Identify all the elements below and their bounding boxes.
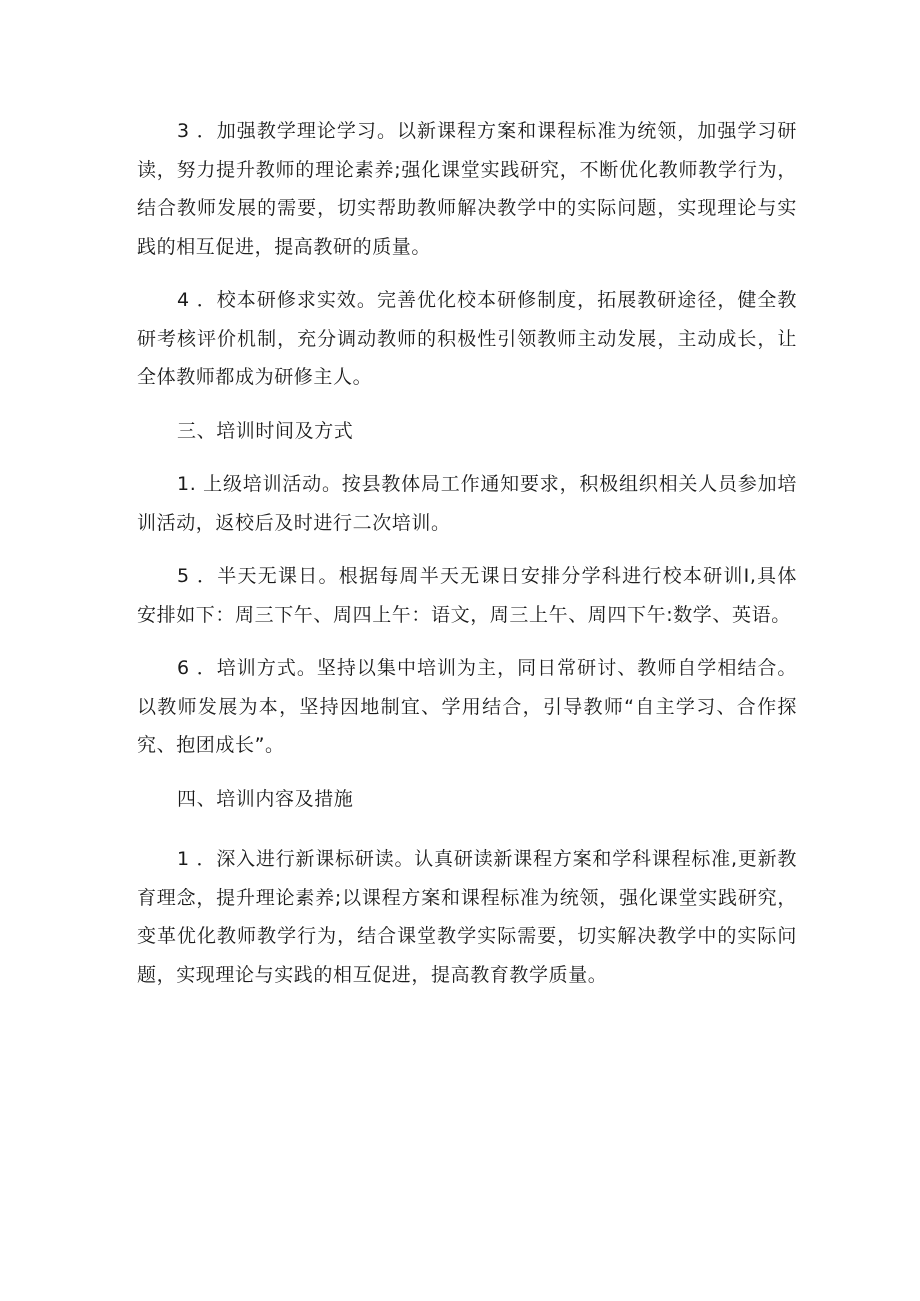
section-heading-training-content: 四、培训内容及措施: [177, 787, 354, 810]
paragraph-item-5-half-day: 5 ．半天无课日。根据每周半天无课日安排分学科进行校本研训I,具体安排如下：周三下午、周四上午：语文，周三上午、周四下午:数学、英语。: [137, 565, 797, 626]
document-body: [137, 112, 797, 1009]
paragraph-item-1-higher-training: 1. 上级培训活动。按县教体局工作通知要求，积极组织相关人员参加培训活动，返校后及时进行二次培训。: [137, 473, 797, 534]
paragraph-item-3-theory-study: 3 ．加强教学理论学习。以新课程方案和课程标准为统领，加强学习研读，努力提升教师的理论素养;强化课堂实践研究，不断优化教师教学行为，结合教师发展的需要，切实帮助教师解决教学中的实际问题，实现理论与实践的相互促进，提高教研的质量。: [137, 120, 797, 258]
paragraph-item-1-standards-study: 1 ．深入进行新课标研读。认真研读新课程方案和学科课程标准,更新教育理念，提升理论素养;以课程方案和课程标准为统领，强化课堂实践研究，变革优化教师教学行为，结合课堂教学实际需要，切实解决教学中的实际问题，实现理论与实践的相互促进，提高教育教学质量。: [137, 848, 797, 986]
paragraph-item-4-school-training: 4 ．校本研修求实效。完善优化校本研修制度，拓展教研途径，健全教研考核评价机制，充分调动教师的积极性引领教师主动发展，主动成长，让全体教师都成为研修主人。: [137, 289, 797, 388]
paragraph-item-6-training-method: 6 ．培训方式。坚持以集中培训为主，同日常研讨、教师自学相结合。以教师发展为本，坚持因地制宜、学用结合，引导教师“自主学习、合作探究、抱团成长”。: [137, 657, 797, 756]
section-heading-training-time: 三、培训时间及方式: [177, 419, 354, 442]
